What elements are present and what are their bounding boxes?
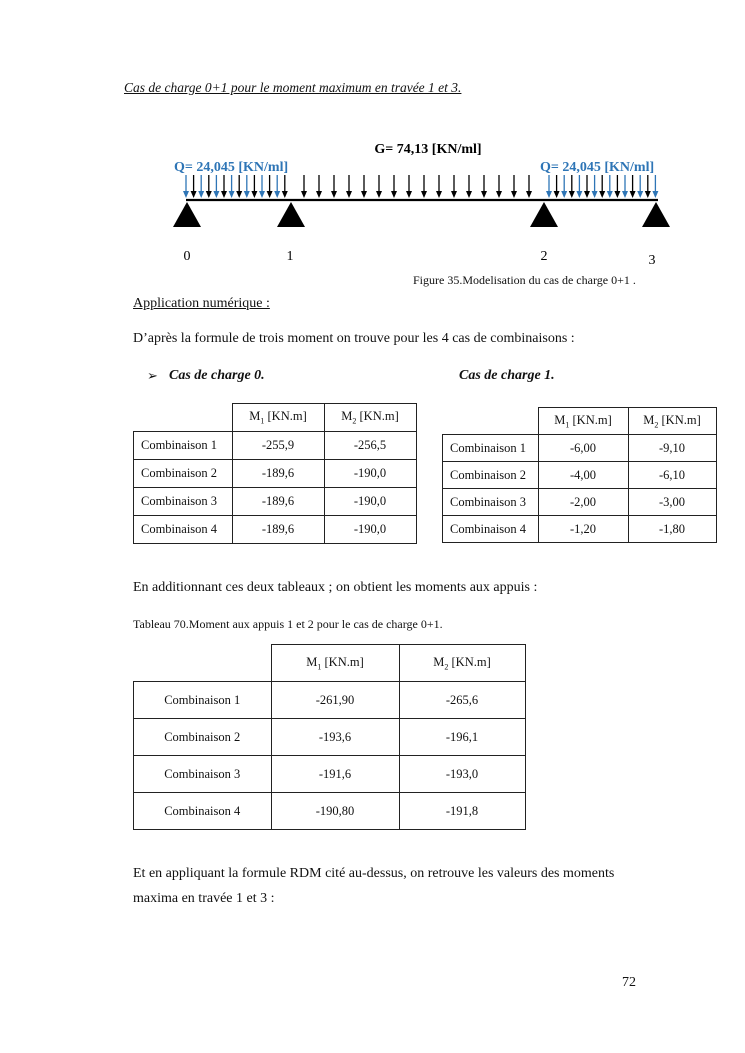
table-row: Combinaison 4 -190,80 -191,8 <box>134 793 526 830</box>
table70 <box>133 644 526 830</box>
g-load-arrow <box>569 175 575 198</box>
bullet-arrow-icon: ➢ <box>147 368 158 383</box>
g-load-arrow <box>599 175 605 198</box>
q-load-arrow <box>561 175 567 198</box>
case1-header-m1: $M_1$ [KN.m] <box>538 408 628 435</box>
q-load-arrow <box>652 175 658 198</box>
support-label-0: 0 <box>183 249 191 264</box>
table-row: Combinaison 2 -189,6 -190,0 <box>134 460 417 488</box>
final-paragraph-line2: maxima en travée 1 et 3 : <box>133 891 275 906</box>
g-load-arrow <box>346 175 352 198</box>
application-title: Application numérique : <box>133 296 270 311</box>
q-load-arrow <box>546 175 552 198</box>
table-row: Combinaison 1 -261,90 -265,6 <box>134 682 526 719</box>
case0-header-m2: $M_2$ [KN.m] <box>324 404 416 432</box>
g-load-arrow <box>316 175 322 198</box>
g-load-arrow <box>331 175 337 198</box>
q-load-arrow <box>183 175 189 198</box>
q-load-arrow <box>244 175 250 198</box>
q-load-label-left: Q= 24,045 [KN/ml] <box>174 160 289 175</box>
table70-header-m2: $M_2$ [KN.m] <box>399 645 525 682</box>
table-row: Combinaison 2 -4,00 -6,10 <box>443 462 717 489</box>
g-load-arrow <box>511 175 517 198</box>
q-load-arrow <box>576 175 582 198</box>
g-load-arrow <box>236 175 242 198</box>
g-load-arrow <box>526 175 532 198</box>
case1-table <box>442 407 717 543</box>
table-row: Combinaison 1 -255,9 -256,5 <box>134 432 417 460</box>
support-label-3: 3 <box>648 253 656 265</box>
final-paragraph-line1: Et en appliquant la formule RDM cité au-dessus, on retrouve les valeurs des moments <box>133 866 615 881</box>
g-load-arrow <box>554 175 560 198</box>
g-load-arrow <box>191 175 197 198</box>
support-label-2: 2 <box>540 249 548 264</box>
support-label-1: 1 <box>286 249 294 264</box>
table-caption: Tableau 70.Moment aux appuis 1 et 2 pour le cas de charge 0+1. <box>133 617 443 631</box>
q-load-arrow <box>274 175 280 198</box>
intro-paragraph: D’après la formule de trois moment on trouve pour les 4 cas de combinaisons : <box>133 331 575 346</box>
q-load-arrow <box>637 175 643 198</box>
case0-header-m1: $M_1$ [KN.m] <box>232 404 324 432</box>
case0-table <box>133 403 417 544</box>
g-load-arrow <box>376 175 382 198</box>
support-2 <box>530 202 558 227</box>
g-load-arrow <box>466 175 472 198</box>
g-load-arrow <box>451 175 457 198</box>
q-load-arrow <box>622 175 628 198</box>
g-load-arrow <box>361 175 367 198</box>
g-load-arrow <box>481 175 487 198</box>
g-load-arrow <box>645 175 651 198</box>
g-load-arrow <box>267 175 273 198</box>
case1-title: Cas de charge 1. <box>459 368 555 383</box>
figure-caption: Figure 35.Modelisation du cas de charge 0+1 . <box>413 273 636 287</box>
g-load-arrow <box>251 175 257 198</box>
load-diagram <box>0 130 745 265</box>
support-1 <box>277 202 305 227</box>
table-row: Combinaison 4 -189,6 -190,0 <box>134 516 417 544</box>
g-load-arrow <box>584 175 590 198</box>
g-load-arrow <box>206 175 212 198</box>
g-load-label: G= 74,13 [KN/ml] <box>374 142 482 157</box>
table-row: Combinaison 3 -2,00 -3,00 <box>443 489 717 516</box>
table-row: Combinaison 3 -191,6 -193,0 <box>134 756 526 793</box>
case1-header-m2: $M_2$ [KN.m] <box>628 408 716 435</box>
q-load-arrow <box>259 175 265 198</box>
table-row: Combinaison 1 -6,00 -9,10 <box>443 435 717 462</box>
g-load-arrow <box>282 175 288 198</box>
support-0 <box>173 202 201 227</box>
table-row: Combinaison 3 -189,6 -190,0 <box>134 488 417 516</box>
load-arrows <box>183 175 658 198</box>
q-load-arrow <box>198 175 204 198</box>
g-load-arrow <box>406 175 412 198</box>
page-number: 72 <box>622 975 636 990</box>
sum-paragraph: En additionnant ces deux tableaux ; on obtient les moments aux appuis : <box>133 580 538 595</box>
table70-header-m1: $M_1$ [KN.m] <box>271 645 399 682</box>
q-load-arrow <box>229 175 235 198</box>
case0-title: Cas de charge 0. <box>169 368 265 383</box>
q-load-label-right: Q= 24,045 [KN/ml] <box>540 160 655 175</box>
q-load-arrow <box>213 175 219 198</box>
q-load-arrow <box>607 175 613 198</box>
section-heading: Cas de charge 0+1 pour le moment maximum en travée 1 et 3. <box>124 80 462 95</box>
table-row: Combinaison 4 -1,20 -1,80 <box>443 516 717 543</box>
g-load-arrow <box>496 175 502 198</box>
table-row: Combinaison 2 -193,6 -196,1 <box>134 719 526 756</box>
g-load-arrow <box>630 175 636 198</box>
g-load-arrow <box>421 175 427 198</box>
g-load-arrow <box>221 175 227 198</box>
q-load-arrow <box>592 175 598 198</box>
g-load-arrow <box>436 175 442 198</box>
g-load-arrow <box>614 175 620 198</box>
g-load-arrow <box>391 175 397 198</box>
support-3 <box>642 202 670 227</box>
g-load-arrow <box>301 175 307 198</box>
